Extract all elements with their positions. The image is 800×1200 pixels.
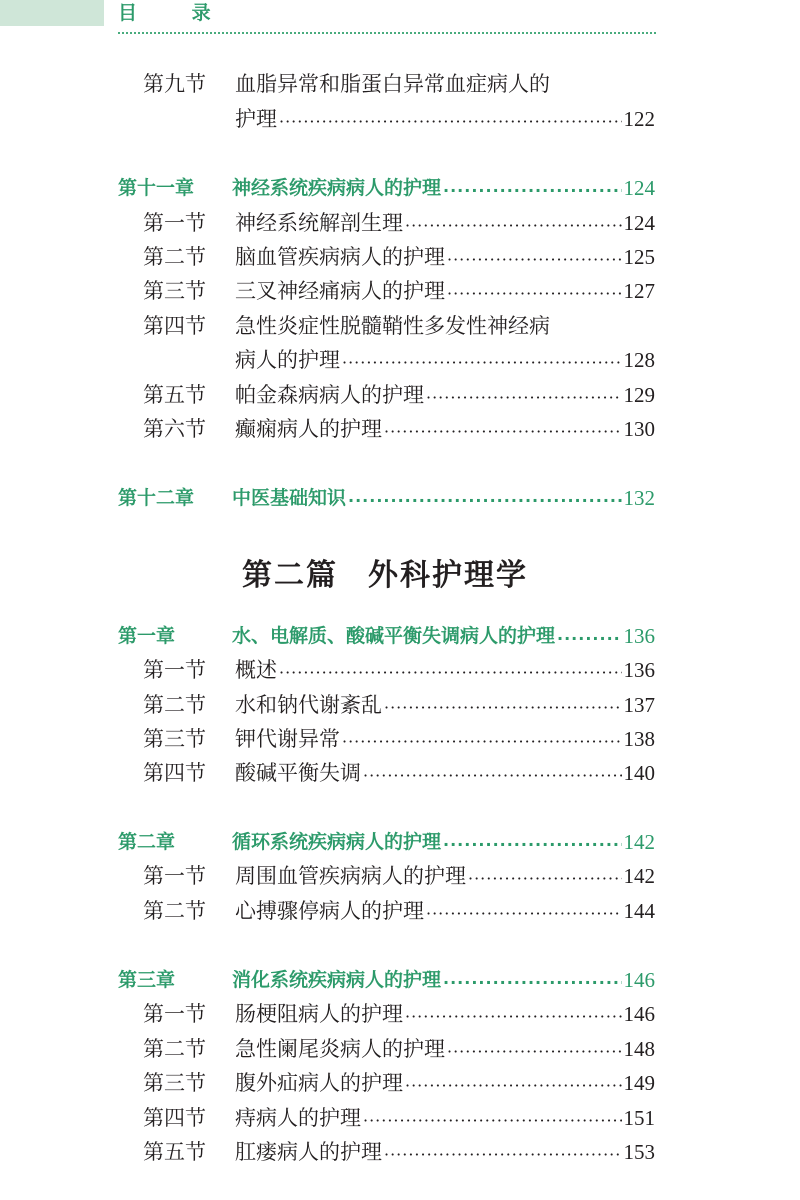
toc-entry-label: 第六节 bbox=[143, 417, 206, 441]
toc-page-number: 136 bbox=[623, 658, 655, 682]
toc-entry-label: 第一节 bbox=[143, 658, 206, 682]
dot-leader bbox=[426, 381, 622, 409]
toc-entry-label: 第一节 bbox=[143, 211, 206, 235]
toc-entry-title: 水和钠代谢紊乱 bbox=[235, 693, 382, 717]
dot-leader bbox=[405, 1069, 622, 1097]
dot-leader bbox=[405, 209, 622, 237]
page-header-title: 目 录 bbox=[118, 2, 235, 24]
toc-entry-title: 钾代谢异常 bbox=[235, 727, 340, 751]
toc-section-entry[interactable] bbox=[143, 656, 655, 684]
toc-page-number: 125 bbox=[623, 245, 655, 269]
dot-leader bbox=[443, 966, 621, 994]
toc-section-entry[interactable] bbox=[143, 312, 655, 340]
toc-entry-label: 第一章 bbox=[118, 625, 176, 647]
toc-entry-title: 血脂异常和脂蛋白异常血症病人的 bbox=[235, 72, 550, 96]
toc-entry-label: 第四节 bbox=[143, 314, 206, 338]
toc-section-entry[interactable] bbox=[143, 897, 655, 925]
toc-entry-label: 第二节 bbox=[143, 1037, 206, 1061]
toc-entry-title: 中医基础知识 bbox=[232, 487, 347, 509]
toc-entry-title: 酸碱平衡失调 bbox=[235, 761, 361, 785]
toc-entry-title: 肠梗阻病人的护理 bbox=[235, 1002, 403, 1026]
toc-entry-label: 第五节 bbox=[143, 383, 206, 407]
toc-entry-title: 痔病人的护理 bbox=[235, 1106, 361, 1130]
dot-leader bbox=[384, 691, 622, 719]
dot-leader bbox=[279, 105, 622, 133]
toc-entry-title: 腹外疝病人的护理 bbox=[235, 1071, 403, 1095]
toc-chapter-entry[interactable] bbox=[118, 622, 655, 650]
toc-section-entry[interactable] bbox=[143, 1069, 655, 1097]
toc-page-number: 124 bbox=[623, 176, 655, 200]
toc-entry-title: 癫痫病人的护理 bbox=[235, 417, 382, 441]
toc-section-entry[interactable] bbox=[143, 277, 655, 305]
toc-section-entry[interactable] bbox=[143, 243, 655, 271]
toc-entry-label: 第二节 bbox=[143, 693, 206, 717]
toc-entry-label: 第五节 bbox=[143, 1140, 206, 1164]
toc-entry-label: 第二章 bbox=[118, 831, 176, 853]
toc-entry-label: 第四节 bbox=[143, 761, 206, 785]
part-label: 第二篇 bbox=[242, 558, 338, 593]
toc-entry-label: 第二节 bbox=[143, 245, 206, 269]
toc-section-entry[interactable] bbox=[235, 346, 655, 374]
toc-page-number: 130 bbox=[623, 417, 655, 441]
toc-entry-label: 第一节 bbox=[143, 1002, 206, 1026]
toc-entry-label: 第三节 bbox=[143, 279, 206, 303]
part-name: 外科护理学 bbox=[368, 558, 528, 593]
toc-section-entry[interactable] bbox=[143, 415, 655, 443]
dot-leader bbox=[447, 1035, 622, 1063]
dot-leader bbox=[443, 174, 621, 202]
toc-entry-label: 第三节 bbox=[143, 1071, 206, 1095]
toc-page-number: 122 bbox=[623, 107, 655, 131]
dot-leader bbox=[447, 243, 622, 271]
toc-entry-label: 第四节 bbox=[143, 1106, 206, 1130]
toc-section-entry[interactable] bbox=[143, 759, 655, 787]
toc-page-number: 138 bbox=[623, 727, 655, 751]
toc-section-entry[interactable] bbox=[143, 725, 655, 753]
toc-page-number: 153 bbox=[623, 1140, 655, 1164]
toc-entry-label: 第十二章 bbox=[118, 487, 195, 509]
dot-leader bbox=[363, 759, 622, 787]
toc-section-entry[interactable] bbox=[143, 1000, 655, 1028]
toc-entry-title: 护理 bbox=[235, 107, 277, 131]
dot-leader bbox=[342, 346, 622, 374]
toc-entry-title: 肛瘘病人的护理 bbox=[235, 1140, 382, 1164]
toc-page-number: 136 bbox=[623, 624, 655, 648]
toc-page-number: 128 bbox=[623, 348, 655, 372]
toc-page-number: 127 bbox=[623, 279, 655, 303]
toc-chapter-entry[interactable] bbox=[118, 966, 655, 994]
toc-entry-title: 消化系统疾病病人的护理 bbox=[232, 969, 442, 991]
toc-entry-title: 帕金森病病人的护理 bbox=[235, 383, 424, 407]
toc-entry-label: 第十一章 bbox=[118, 177, 195, 199]
toc-entry-title: 急性炎症性脱髓鞘性多发性神经病 bbox=[235, 314, 550, 338]
toc-chapter-entry[interactable] bbox=[118, 828, 655, 856]
toc-section-entry[interactable] bbox=[143, 1035, 655, 1063]
toc-section-entry[interactable] bbox=[143, 70, 655, 98]
dot-leader bbox=[348, 484, 621, 512]
toc-page-number: 146 bbox=[623, 968, 655, 992]
toc-entry-title: 神经系统疾病病人的护理 bbox=[232, 177, 442, 199]
toc-page-number: 149 bbox=[623, 1071, 655, 1095]
toc-section-entry[interactable] bbox=[143, 1104, 655, 1132]
toc-page-number: 140 bbox=[623, 761, 655, 785]
toc-page-number: 132 bbox=[623, 486, 655, 510]
dot-leader bbox=[405, 1000, 622, 1028]
toc-entry-title: 概述 bbox=[235, 658, 277, 682]
toc-section-entry[interactable] bbox=[143, 691, 655, 719]
toc-entry-title: 周围血管疾病病人的护理 bbox=[235, 864, 466, 888]
toc-entry-label: 第九节 bbox=[143, 72, 206, 96]
toc-chapter-entry[interactable] bbox=[118, 484, 655, 512]
toc-section-entry[interactable] bbox=[143, 381, 655, 409]
toc-entry-label: 第一节 bbox=[143, 864, 206, 888]
toc-entry-label: 第三节 bbox=[143, 727, 206, 751]
toc-entry-title: 循环系统疾病病人的护理 bbox=[232, 831, 442, 853]
toc-section-entry[interactable] bbox=[143, 862, 655, 890]
toc-entry-title: 心搏骤停病人的护理 bbox=[235, 899, 424, 923]
toc-page-number: 148 bbox=[623, 1037, 655, 1061]
toc-page-number: 137 bbox=[623, 693, 655, 717]
dot-leader bbox=[468, 862, 622, 890]
dot-leader bbox=[443, 828, 621, 856]
toc-page-number: 151 bbox=[623, 1106, 655, 1130]
toc-section-entry[interactable] bbox=[143, 209, 655, 237]
dot-leader bbox=[384, 1138, 622, 1166]
toc-page-number: 144 bbox=[623, 899, 655, 923]
dot-leader bbox=[279, 656, 622, 684]
toc-entry-title: 三叉神经痛病人的护理 bbox=[235, 279, 445, 303]
toc-page-number: 124 bbox=[623, 211, 655, 235]
dot-leader bbox=[342, 725, 622, 753]
toc-entry-title: 水、电解质、酸碱平衡失调病人的护理 bbox=[232, 625, 556, 647]
toc-page-number: 129 bbox=[623, 383, 655, 407]
dot-leader bbox=[363, 1104, 622, 1132]
toc-entry-title: 急性阑尾炎病人的护理 bbox=[235, 1037, 445, 1061]
dot-leader bbox=[557, 622, 621, 650]
toc-entry-label: 第二节 bbox=[143, 899, 206, 923]
toc-entry-title: 病人的护理 bbox=[235, 348, 340, 372]
toc-entry-label: 第三章 bbox=[118, 969, 176, 991]
toc-page-number: 142 bbox=[623, 830, 655, 854]
toc-chapter-entry[interactable] bbox=[118, 174, 655, 202]
toc-entry-title: 神经系统解剖生理 bbox=[235, 211, 403, 235]
toc-section-entry[interactable] bbox=[235, 105, 655, 133]
dot-leader bbox=[384, 415, 622, 443]
toc-page-number: 146 bbox=[623, 1002, 655, 1026]
dot-leader bbox=[447, 277, 622, 305]
toc-section-entry[interactable] bbox=[143, 1138, 655, 1166]
toc-page-number: 142 bbox=[623, 864, 655, 888]
dot-leader bbox=[426, 897, 622, 925]
toc-entry-title: 脑血管疾病病人的护理 bbox=[235, 245, 445, 269]
